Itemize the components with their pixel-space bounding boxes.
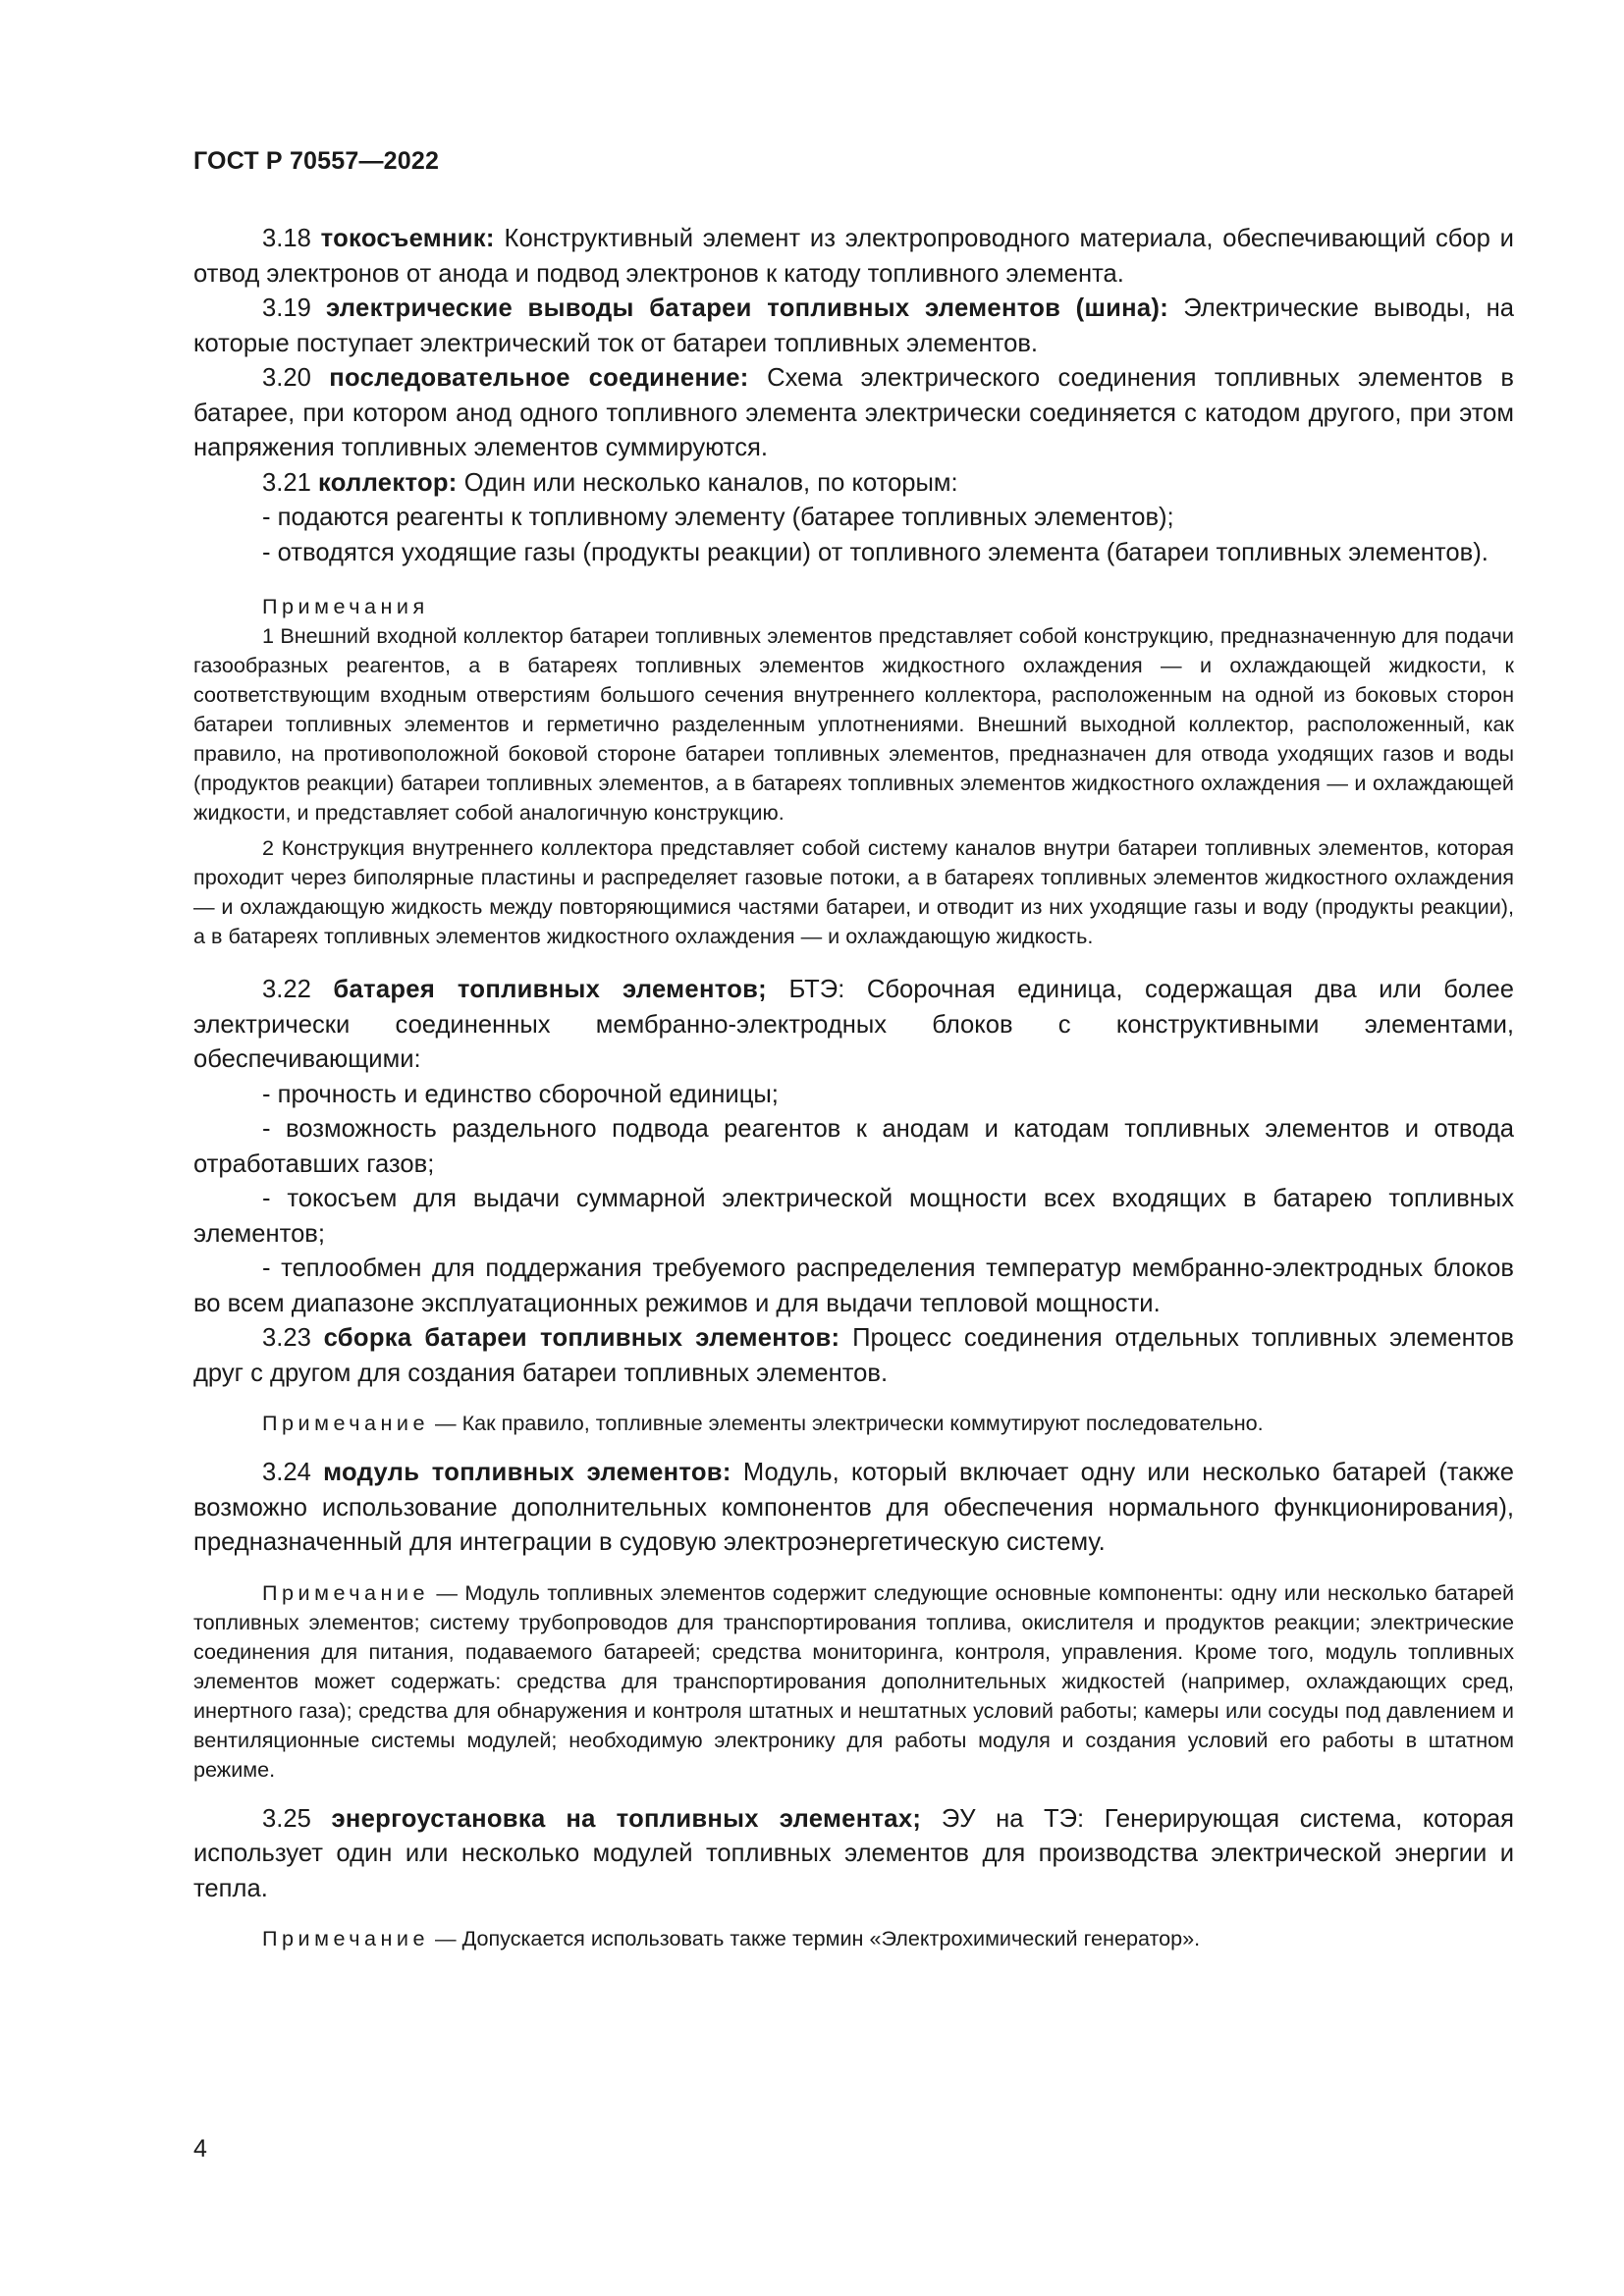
section-number: 3.25 <box>262 1804 311 1833</box>
term: электрические выводы батареи топливных элементов (шина): <box>326 294 1169 322</box>
definition: ЭУ на ТЭ: Генерирующая система, которая использует один или несколько модулей топливных элементов для производства электрической энергии и тепла. <box>193 1804 1514 1902</box>
term: токосъемник: <box>320 225 495 252</box>
list-item: - возможность раздельного подвода реагентов к анодам и катодам топливных элементов и отвода отработавших газов; <box>193 1115 1514 1178</box>
definition: БТЭ: Сборочная единица, содержащая два или более электрически соединенных мембранно-электродных блоков с конструктивными элементами, обеспечивающими: <box>193 976 1514 1073</box>
section-3-25 <box>193 1802 1514 1907</box>
note-label: Примечание <box>262 1411 429 1435</box>
note-label: Примечание <box>262 1579 429 1605</box>
section-3-24 <box>193 1456 1514 1561</box>
note-text: — Допускается использовать также термин «Электрохимический генератор». <box>435 1926 1201 1950</box>
section-3-19 <box>193 292 1514 361</box>
list-item: - подаются реагенты к топливному элементу (батарее топливных элементов); <box>262 504 1174 531</box>
document-body <box>193 222 1514 1953</box>
section-3-21 <box>193 466 1514 502</box>
note-1: 1 Внешний входной коллектор батареи топливных элементов представляет собой конструкцию, предназначенную для подачи газообразных реагентов, а в батареях топливных элементов жидкостного охлаждения — и охлаждающей жидкости, к соответствующим входным отверстиям большого сечения внутреннего коллектора, расположенным на одной из боковых сторон батареи топливных элементов и герметично разделенным уплотнениями. Внешний выходной коллектор, расположенный, как правило, на противоположной боковой стороне батареи топливных элементов, предназначен для отвода уходящих газов и воды (продуктов реакции) батареи топливных элементов, а в батареях топливных элементов жидкостного охлаждения — и охлаждающей жидкости, и представляет собой аналогичную конструкцию. <box>193 623 1514 825</box>
term: последовательное соединение: <box>329 364 749 392</box>
definition: Конструктивный элемент из электропроводного материала, обеспечивающий сбор и отвод электронов от анода и подвод электронов к катоду топливного элемента. <box>193 225 1514 288</box>
note-text: — Модуль топливных элементов содержит следующие основные компоненты: одну или несколько батарей топливных элементов; систему трубопроводов для транспортирования топлива, окислителя и продуктов реакции; электрические соединения для питания, подаваемого батареей; средства мониторинга, контроля, управления. Кроме того, модуль топливных элементов может содержать: средства для транспортирования дополнительных жидкостей (например, охлаждающих сред, инертного газа); средства для обнаружения и контроля штатных и нештатных условий работы; камеры или сосуды под давлением и вентиляционные системы модулей; необходимую электронику для работы модуля и создания условий его работы в штатном режиме. <box>193 1579 1515 1782</box>
note <box>193 1578 1514 1785</box>
note-text: — Как правило, топливные элементы электрически коммутируют последовательно. <box>435 1411 1264 1435</box>
section-number: 3.23 <box>262 1324 311 1352</box>
section-number: 3.18 <box>262 225 311 252</box>
notes-heading: Примечания <box>262 594 429 618</box>
definition: Схема электрического соединения топливных элементов в батарее, при котором анод одного топливного элемента электрически соединяется с катодом другого, при этом напряжения топливных элементов суммируются. <box>193 364 1514 461</box>
term: коллектор: <box>317 468 458 497</box>
definition: Один или несколько каналов, по которым: <box>463 468 958 497</box>
note-2: 2 Конструкция внутреннего коллектора представляет собой систему каналов внутри батареи топливных элементов, которая проходит через биполярные пластины и распределяет газовые потоки, а в батареях топливных элементов жидкостного охлаждения — и охлаждающую жидкость между повторяющимися частями батареи, и отводит из них уходящие газы и воду (продукты реакции), а в батареях топливных элементов жидкостного охлаждения — и охлаждающую жидкость. <box>193 835 1514 948</box>
definition: Электрические выводы, на которые поступает электрический ток от батареи топливных элементов. <box>193 294 1514 357</box>
section-number: 3.19 <box>262 294 311 322</box>
list-item: - теплообмен для поддержания требуемого распределения температур мембранно-электродных блоков во всем диапазоне эксплуатационных режимов и для выдачи тепловой мощности. <box>193 1255 1514 1317</box>
term: энергоустановка на топливных элементах; <box>331 1804 922 1833</box>
definition: Модуль, который включает одну или несколько батарей (также возможно использование дополнительных компонентов для обеспечения нормального функционирования), предназначенный для интеграции в судовую электроэнергетическую систему. <box>193 1459 1514 1556</box>
section-number: 3.24 <box>262 1459 311 1486</box>
term: модуль топливных элементов: <box>323 1459 731 1486</box>
section-3-23 <box>193 1321 1514 1391</box>
section-number: 3.20 <box>262 364 311 392</box>
note <box>193 1409 1514 1438</box>
term: сборка батареи топливных элементов: <box>323 1324 840 1352</box>
page-number: 4 <box>193 2135 207 2163</box>
section-3-22 <box>193 973 1514 1078</box>
note-label: Примечание <box>262 1926 429 1950</box>
list-item: - токосъем для выдачи суммарной электрической мощности всех входящих в батарею топливных элементов; <box>193 1185 1514 1248</box>
section-number: 3.21 <box>262 468 311 497</box>
term: батарея топливных элементов; <box>333 976 767 1003</box>
section-3-20 <box>193 361 1514 466</box>
document-header: ГОСТ Р 70557—2022 <box>193 147 440 175</box>
definition: Процесс соединения отдельных топливных элементов друг с другом для создания батареи топливных элементов. <box>193 1324 1514 1387</box>
section-number: 3.22 <box>262 976 311 1003</box>
list-item: - отводятся уходящие газы (продукты реакции) от топливного элемента (батареи топливных элементов). <box>262 538 1489 566</box>
section-3-18 <box>193 222 1514 292</box>
list-item: - прочность и единство сборочной единицы; <box>262 1080 779 1108</box>
note <box>193 1924 1514 1953</box>
